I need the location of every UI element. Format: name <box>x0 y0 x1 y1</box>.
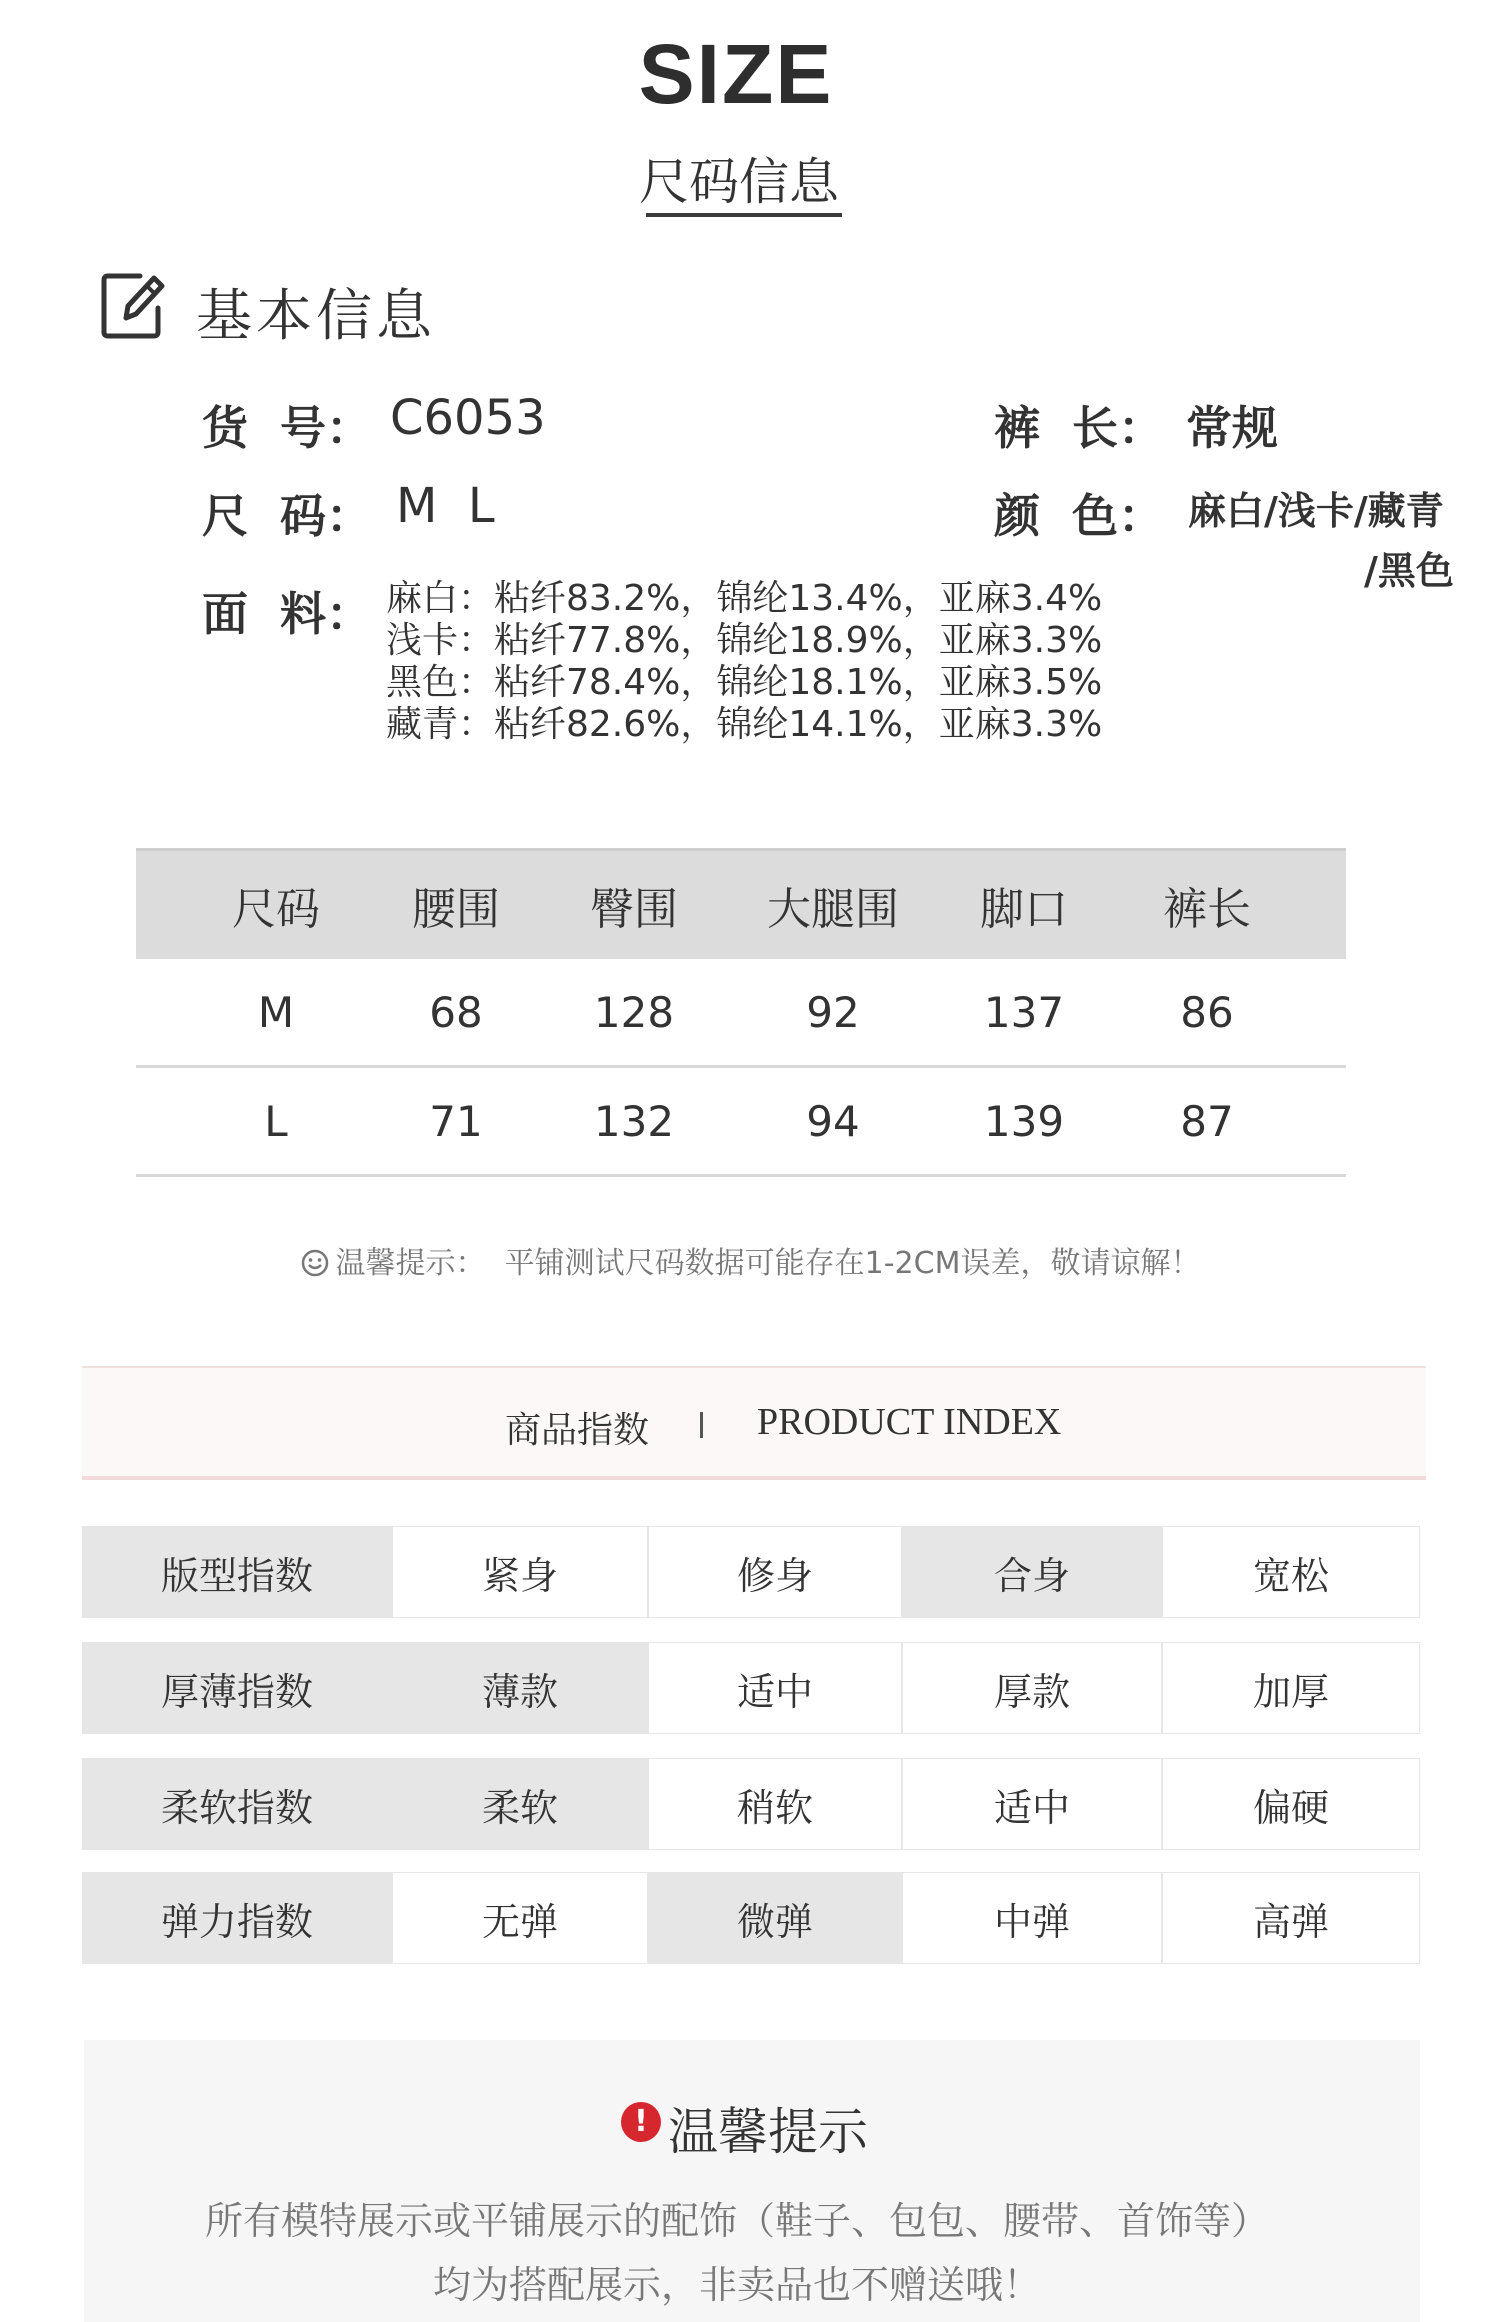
color-label: 颜 色： <box>994 489 1165 543</box>
index-option-selected: 微弹 <box>648 1872 902 1964</box>
size-table <box>136 848 1346 1177</box>
material-line: 浅卡：粘纤77.8%，锦纶18.9%，亚麻3.3% <box>386 620 1103 661</box>
product-index-title-cn: 商品指数 <box>505 1410 650 1451</box>
banner-divider <box>700 1412 703 1438</box>
material-label: 面 料： <box>202 587 373 641</box>
table-cell: 86 <box>1180 987 1234 1037</box>
index-option: 中弹 <box>902 1872 1162 1964</box>
item-no-label: 货 号： <box>202 401 373 455</box>
header-cell: 裤长 <box>1163 884 1251 935</box>
material-line: 黑色：粘纤78.4%，锦纶18.1%，亚麻3.5% <box>386 662 1103 703</box>
page-subtitle: 尺码信息 <box>639 153 839 211</box>
subtitle-underline <box>646 213 842 217</box>
index-option: 适中 <box>902 1758 1162 1850</box>
index-label: 柔软指数 <box>82 1758 392 1850</box>
header-cell: 腰围 <box>412 884 500 935</box>
table-row <box>136 1068 1346 1177</box>
index-option: 宽松 <box>1162 1526 1420 1618</box>
index-row-softness <box>82 1758 1420 1852</box>
basic-info-heading: 基本信息 <box>196 284 436 349</box>
size-label: 尺 码： <box>202 489 373 543</box>
index-option-selected: 合身 <box>902 1526 1162 1618</box>
material-list <box>386 578 1102 746</box>
measurement-tip-text: 温馨提示： 平铺测试尺码数据可能存在1-2CM误差，敬请谅解！ <box>335 1246 1201 1281</box>
header-cell: 尺码 <box>232 884 320 935</box>
table-cell: 92 <box>806 987 860 1037</box>
size-value: M L <box>396 478 495 534</box>
table-cell: 94 <box>806 1096 860 1146</box>
table-cell: 87 <box>1180 1096 1234 1146</box>
pants-length-value: 常规 <box>1186 401 1278 455</box>
index-option: 适中 <box>648 1642 902 1734</box>
warm-tips-line: 均为搭配展示，非卖品也不赠送哦！ <box>432 2263 1041 2307</box>
header-cell: 臀围 <box>590 884 678 935</box>
table-cell: M <box>257 987 295 1037</box>
index-label: 版型指数 <box>82 1526 392 1618</box>
product-index-banner <box>82 1366 1426 1480</box>
index-row-elasticity <box>82 1872 1420 1966</box>
index-row-thickness <box>82 1642 1420 1736</box>
table-cell: 71 <box>429 1096 483 1146</box>
smiley-icon <box>300 1248 330 1278</box>
material-line: 麻白：粘纤83.2%，锦纶13.4%，亚麻3.4% <box>386 578 1103 619</box>
index-option: 无弹 <box>392 1872 648 1964</box>
color-value-line1: 麻白/浅卡/藏青 <box>1188 489 1444 533</box>
index-option: 稍软 <box>648 1758 902 1850</box>
table-cell: 128 <box>593 987 675 1037</box>
warm-tips-line: 所有模特展示或平铺展示的配饰（鞋子、包包、腰带、首饰等） <box>204 2199 1269 2243</box>
pants-length-label: 裤 长： <box>994 401 1165 455</box>
measurement-tip <box>0 1238 1500 1282</box>
index-option-selected: 薄款 <box>392 1642 648 1734</box>
index-option: 厚款 <box>902 1642 1162 1734</box>
exclamation-icon: ! <box>621 2102 661 2142</box>
header-cell: 大腿围 <box>767 884 899 935</box>
table-cell: 68 <box>429 987 483 1037</box>
item-no-value: C6053 <box>390 390 546 446</box>
index-option-selected: 柔软 <box>392 1758 648 1850</box>
product-index-title-en: PRODUCT INDEX <box>757 1401 1062 1443</box>
table-cell: 132 <box>593 1096 675 1146</box>
index-label: 弹力指数 <box>82 1872 392 1964</box>
index-option: 高弹 <box>1162 1872 1420 1964</box>
warm-tips-title: 温馨提示 <box>668 2103 868 2161</box>
size-table-header <box>136 848 1346 959</box>
index-row-fit <box>82 1526 1420 1620</box>
color-value-line2: /黑色 <box>1364 549 1454 593</box>
index-label: 厚薄指数 <box>82 1642 392 1734</box>
table-cell: L <box>264 1096 288 1146</box>
index-option: 加厚 <box>1162 1642 1420 1734</box>
index-option: 修身 <box>648 1526 902 1618</box>
table-row <box>136 959 1346 1068</box>
edit-icon <box>100 268 166 340</box>
header-cell: 脚口 <box>980 884 1068 935</box>
page-title: SIZE <box>638 27 834 121</box>
index-option: 偏硬 <box>1162 1758 1420 1850</box>
table-cell: 137 <box>983 987 1065 1037</box>
material-line: 藏青：粘纤82.6%，锦纶14.1%，亚麻3.3% <box>386 704 1103 745</box>
table-cell: 139 <box>983 1096 1065 1146</box>
index-option: 紧身 <box>392 1526 648 1618</box>
